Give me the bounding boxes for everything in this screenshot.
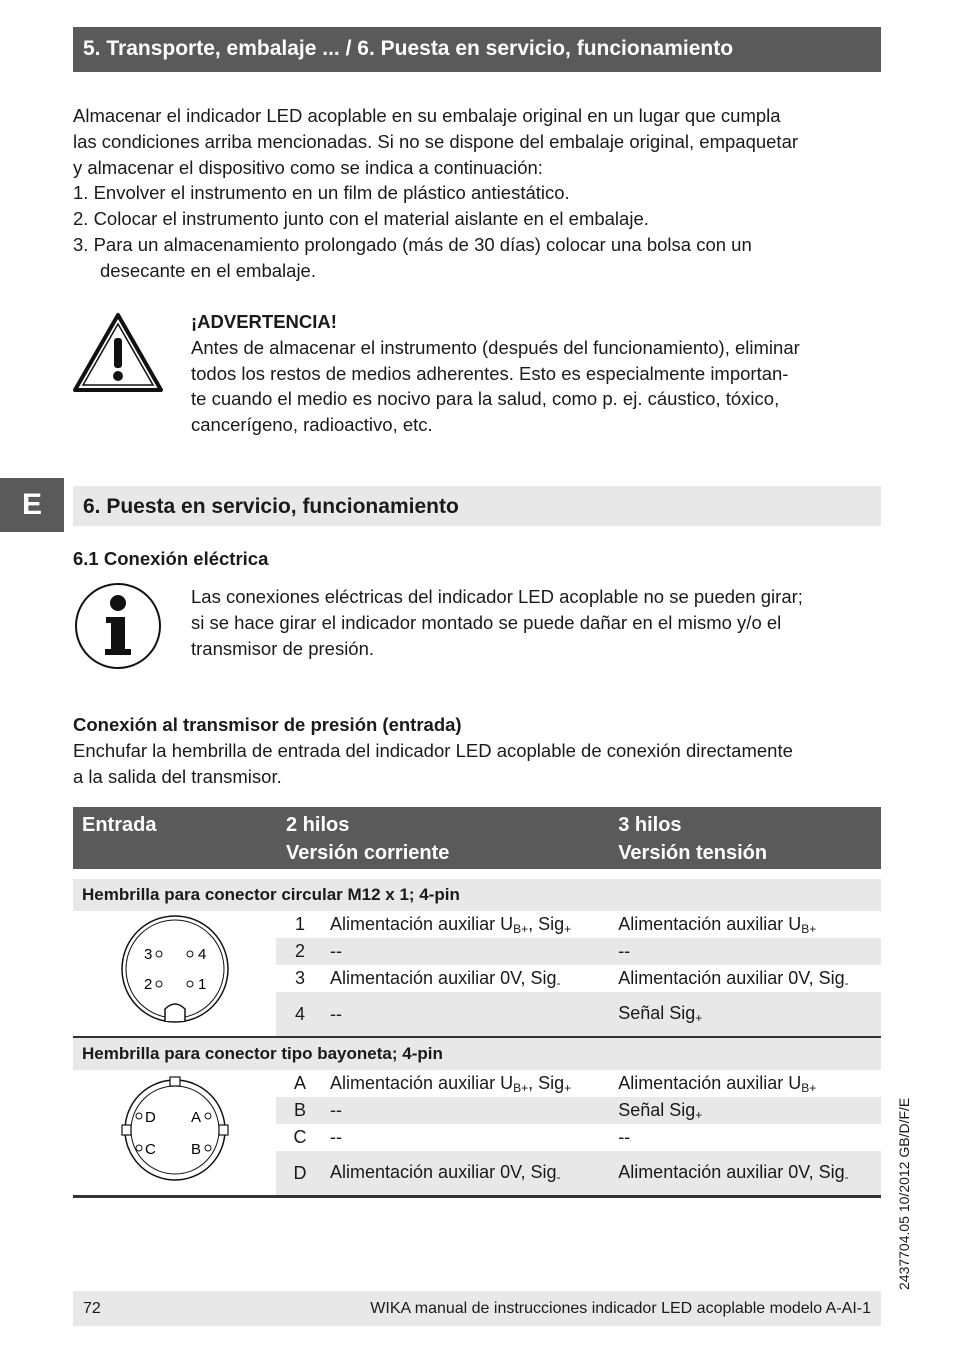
pin-number: 2 [276,938,324,965]
header-3-hilos [618,807,881,869]
pin-number: C [293,1127,307,1147]
pin-number: A [293,1073,306,1093]
cell-sub: B+ [513,1080,529,1095]
cell-text: Señal Sig [618,1099,696,1120]
cell-text: Señal Sig [618,1003,696,1023]
cell-text: Alimentación auxiliar U [618,913,802,934]
text-line: si se hace girar el indicador montado se puede dañar en el mismo y/o el [191,611,782,633]
cell-text: Alimentación auxiliar U [330,1072,514,1093]
bayonet-connector-icon [117,1072,233,1188]
cell-sub: B+ [513,921,529,936]
m12-connector-diagram [73,911,276,1036]
page-header [73,27,881,72]
three-wire-cell: -- [618,938,881,965]
header-2-hilos-label: 2 hilos [286,814,350,836]
cell-sub: - [844,975,849,990]
cell-text: Alimentación auxiliar 0V, Sig [330,967,557,988]
footer-text: WIKA manual de instrucciones indicador LED acoplable modelo A-AI-1 [370,1299,871,1317]
cell-text: Alimentación auxiliar U [330,913,514,934]
cell-text: Alimentación auxiliar 0V, Sig [618,967,845,988]
warning-title: ¡ADVERTENCIA! [191,311,337,332]
bayonet-label-b: B [190,1141,201,1158]
page-footer [73,1291,881,1326]
cell-sub: - [556,975,561,990]
m12-connector-icon [115,913,235,1029]
two-wire-cell [324,1151,618,1195]
two-wire-cell [324,1070,618,1097]
document-code: 2437704.05 10/2012 GB/D/F/E [896,1097,912,1290]
table-bottom-rule [73,1195,881,1198]
storage-text [73,103,798,284]
table-header-row [73,807,881,869]
cell-text: , Sig [528,1072,565,1093]
cell-sub: + [695,1011,703,1025]
info-text [191,584,803,661]
bayonet-label-a: A [190,1109,201,1126]
bayonet-label-d: D [144,1109,156,1126]
text-line: a la salida del transmisor. [73,765,282,787]
pin-number: D [276,1151,324,1195]
two-wire-cell: -- [330,1127,342,1147]
pin-number: 4 [276,992,324,1036]
text-line: transmisor de presión. [191,637,375,659]
list-item-cont: desecante en el embalaje. [100,259,316,281]
text-line: las condiciones arriba mencionadas. Si no se dispone del embalaje original, empaquetar [73,130,799,152]
list-item: 1. Envolver el instrumento en un film de plástico antiestático. [73,182,570,204]
cell-sub: + [564,1080,572,1095]
bayonet-section-title: Hembrilla para conector tipo bayoneta; 4-pin [73,1038,881,1070]
header-entrada [73,807,276,869]
three-wire-cell [618,911,881,938]
cell-text: , Sig [528,913,565,934]
header-3-hilos-label: 3 hilos [618,814,682,836]
cell-sub: B+ [801,921,817,936]
text-line: cancerígeno, radioactivo, etc. [191,414,433,436]
section-heading-title: 6. Puesta en servicio, funcionamiento [83,495,459,518]
header-3-hilos-sub: Versión tensión [618,842,768,864]
cell-text: Alimentación auxiliar 0V, Sig [618,1162,845,1182]
pin-assignment-table [73,807,881,1198]
warning-block [191,309,800,438]
text-line: te cuando el medio es nocivo para la salud, como p. ej. cáustico, tóxico, [191,388,780,410]
language-tab-label: E [21,488,42,521]
m12-label-1: 1 [197,976,206,993]
three-wire-cell [618,1070,881,1097]
list-item: 2. Colocar el instrumento junto con el material aislante en el embalaje. [73,208,649,230]
page-header-title: 5. Transporte, embalaje ... / 6. Puesta en servicio, funcionamiento [83,37,734,60]
header-2-hilos-sub: Versión corriente [286,842,450,864]
section-heading [73,486,881,526]
cell-sub: + [695,1107,703,1122]
text-line: Enchufar la hembrilla de entrada del indicador LED acoplable de conexión directamente [73,739,793,761]
m12-label-4: 4 [197,946,206,963]
language-tab [0,478,64,532]
info-icon [73,581,163,671]
connection-title: Conexión al transmisor de presión (entrada) [73,714,462,735]
two-wire-cell [324,911,618,938]
header-2-hilos [276,807,618,869]
two-wire-cell: -- [324,1097,618,1124]
text-line: Las conexiones eléctricas del indicador LED acoplable no se pueden girar; [191,586,803,607]
three-wire-cell [618,1097,881,1124]
cell-sub: + [564,921,572,936]
three-wire-cell: -- [618,1127,631,1147]
bayonet-label-c: C [144,1141,156,1158]
table-row [73,1070,881,1097]
pin-number: B [276,1097,324,1124]
two-wire-cell: -- [324,992,618,1036]
m12-label-3: 3 [143,946,152,963]
m12-label-2: 2 [143,976,152,993]
cell-text: Alimentación auxiliar U [618,1072,802,1093]
two-wire-cell: -- [324,938,618,965]
warning-icon [72,311,164,393]
subsection-title: 6.1 Conexión eléctrica [73,548,269,569]
page-number: 72 [83,1299,101,1317]
text-line: Antes de almacenar el instrumento (después del funcionamiento), eliminar [191,336,800,358]
pin-number: 3 [294,968,305,988]
list-item: 3. Para un almacenamiento prolongado (más de 30 días) colocar una bolsa con un [73,233,752,255]
text-line: Almacenar el indicador LED acoplable en su embalaje original en un lugar que cumpla [73,105,781,126]
cell-text: Alimentación auxiliar 0V, Sig [330,1162,557,1182]
text-line: y almacenar el dispositivo como se indica a continuación: [73,156,543,178]
header-entrada-label: Entrada [82,814,157,836]
connection-block [73,712,793,789]
cell-sub: - [844,1170,849,1184]
cell-sub: - [556,1170,561,1184]
three-wire-cell [618,992,881,1036]
text-line: todos los restos de medios adherentes. Esto es especialmente importan- [191,362,789,384]
table-row [73,911,881,938]
pin-number: 1 [294,914,305,934]
three-wire-cell [618,1151,881,1195]
cell-sub: B+ [801,1080,817,1095]
m12-section-title: Hembrilla para conector circular M12 x 1; 4-pin [73,879,881,911]
three-wire-cell [618,965,881,992]
bayonet-connector-diagram [73,1070,276,1195]
two-wire-cell [324,965,618,992]
